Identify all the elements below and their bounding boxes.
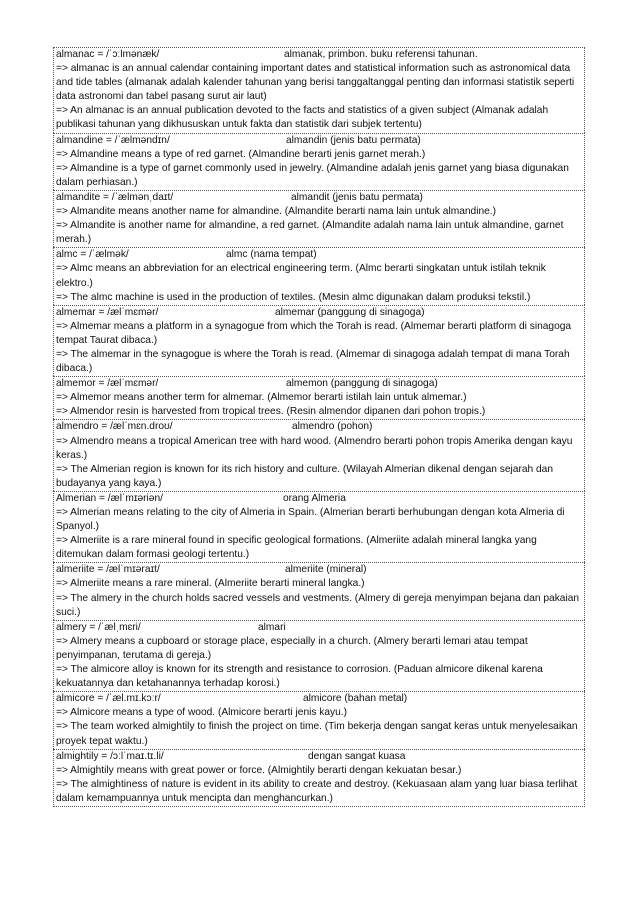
dictionary-entry: [53, 133, 585, 190]
entry-example: => The almemar in the synagogue is where the Torah is read. (Almemar di sinagoga adalah tempat di mana Torah dibaca.): [56, 348, 570, 375]
entry-translation: almeriite (mineral): [285, 564, 367, 576]
entry-definition: => Almemor means another term for almemar. (Almemor berarti istilah lain untuk almemar.): [56, 392, 467, 404]
entry-definition: => Almerian means relating to the city of Almeria in Spain. (Almerian berarti berhubungan dengan kota Almeria di Spanyol.): [56, 507, 565, 533]
entry-example: => An almanac is an annual publication devoted to the facts and statistics of a given subject (Almanak adalah publikasi tahunan yang dikhususkan untuk fakta dan statistik dari subjek tertentu): [56, 105, 549, 131]
entry-translation: almendro (pohon): [292, 421, 373, 433]
entry-term: almandite = /ˈælmənˌdaɪt/: [56, 191, 174, 203]
dictionary-entry: [53, 620, 585, 691]
entry-example: => Almandine is a type of garnet commonly used in jewelry. (Almandine adalah jenis garnet yang biasa digunakan dalam perhiasan.): [56, 162, 569, 188]
entry-translation: almari: [258, 621, 286, 633]
entry-translation: almemar (panggung di sinagoga): [275, 306, 425, 318]
entry-example: => The almery in the church holds sacred vessels and vestments. (Almery di gereja menyimpan bejana dan pakaian suci.): [56, 592, 580, 618]
entry-term: almicore = /ˈæl.mɪ.kɔːr/: [56, 693, 161, 705]
entry-term: almemor = /ælˈmɛmər/: [56, 378, 159, 390]
dictionary-entry: [53, 190, 585, 247]
dictionary-entry: [53, 749, 585, 807]
entry-term: almandine = /ˈælməndɪn/: [56, 134, 170, 146]
entry-example: => The almightiness of nature is evident in its ability to create and destroy. (Kekuasaan alam yang luar biasa terlihat dalam kemampuannya untuk mencipta dan menghancurkan.): [56, 778, 578, 804]
dictionary-entry: [53, 47, 585, 133]
dictionary-entry: [53, 419, 585, 490]
dictionary-entry: [53, 691, 585, 748]
entry-term: almightily = /ɔːlˈmaɪ.tɪ.li/: [56, 750, 164, 762]
entry-term: almanac = /ˈɔːlmənæk/: [56, 49, 160, 60]
entry-definition: => Almandite means another name for almandine. (Almandite berarti nama lain untuk almandine.): [56, 206, 497, 218]
entry-definition: => Almeriite means a rare mineral. (Almeriite berarti mineral langka.): [56, 578, 365, 590]
entry-definition: => Almandine means a type of red garnet. (Almandine berarti jenis garnet merah.): [56, 148, 426, 160]
entry-definition: => Almc means an abbreviation for an electrical engineering term. (Almc berarti singkatan untuk istilah teknik elektro.): [56, 263, 546, 289]
entry-translation: almc (nama tempat): [226, 249, 317, 261]
entry-example: => The almc machine is used in the production of textiles. (Mesin almc digunakan dalam produksi tekstil.): [56, 291, 531, 303]
entry-example: => Almandite is another name for almandine, a red garnet. (Almandite adalah nama lain untuk almandine, garnet merah.): [56, 220, 564, 246]
entry-example: => The Almerian region is known for its rich history and culture. (Wilayah Almerian dikenal dengan sejarah dan budayanya yang kaya.): [56, 463, 553, 489]
entry-definition: => almanac is an annual calendar containing important dates and statistical information such as astronomical data and tide tables (almanak adalah kalender tahunan yang berisi tanggaltanggal penting dan informasi statistik seperti data astronomi dan tabel pasang surut air laut): [56, 63, 575, 103]
entry-term: almc = /ˈælmək/: [56, 249, 129, 261]
entry-term: almemar = /ælˈmɛmər/: [56, 306, 159, 318]
dictionary-entry: [53, 562, 585, 619]
entry-term: Almerian = /ælˈmɪəriən/: [56, 492, 163, 504]
dictionary-entry: [53, 305, 585, 376]
dictionary-entry: [53, 376, 585, 419]
entry-translation: orang Almeria: [283, 492, 346, 504]
entry-example: => Almeriite is a rare mineral found in specific geological formations. (Almeriite adalah mineral langka yang ditemukan dalam formasi geologi tertentu.): [56, 535, 537, 561]
dictionary-page: [53, 47, 585, 807]
entry-translation: almandin (jenis batu permata): [286, 134, 421, 146]
entry-term: almendro = /ælˈmɛn.droʊ/: [56, 421, 173, 433]
entry-example: => The team worked almightily to finish the project on time. (Tim bekerja dengan sangat keras untuk menyelesaikan proyek tepat waktu.): [56, 721, 578, 747]
dictionary-entry: [53, 491, 585, 562]
entry-translation: dengan sangat kuasa: [308, 750, 406, 762]
entry-example: => The almicore alloy is known for its strength and resistance to corrosion. (Paduan almicore dikenal karena kekuatannya dan ketahanannya terhadap korosi.): [56, 664, 543, 690]
dictionary-entry: [53, 247, 585, 304]
entry-translation: almanak, primbon. buku referensi tahunan.: [284, 49, 478, 60]
entry-term: almeriite = /ælˈmɪəraɪt/: [56, 564, 160, 576]
entry-translation: almicore (bahan metal): [303, 693, 408, 705]
entry-example: => Almendor resin is harvested from tropical trees. (Resin almendor dipanen dari pohon tropis.): [56, 406, 486, 418]
entry-translation: almemon (panggung di sinagoga): [286, 378, 438, 390]
entry-translation: almandit (jenis batu permata): [291, 191, 423, 203]
entry-definition: => Almendro means a tropical American tree with hard wood. (Almendro berarti pohon tropis Amerika dengan kayu keras.): [56, 435, 573, 461]
entry-definition: => Almightily means with great power or force. (Almightily berarti dengan kekuatan besar.): [56, 764, 462, 776]
entry-term: almery = /ˈælˌmɛri/: [56, 621, 141, 633]
entry-definition: => Almicore means a type of wood. (Almicore berarti jenis kayu.): [56, 707, 348, 719]
entry-definition: => Almemar means a platform in a synagogue from which the Torah is read. (Almemar berarti platform di sinagoga tempat Taurat dibaca.): [56, 320, 572, 346]
entry-definition: => Almery means a cupboard or storage place, especially in a church. (Almery berarti lemari atau tempat penyimpanan, terutama di gereja.): [56, 635, 528, 661]
